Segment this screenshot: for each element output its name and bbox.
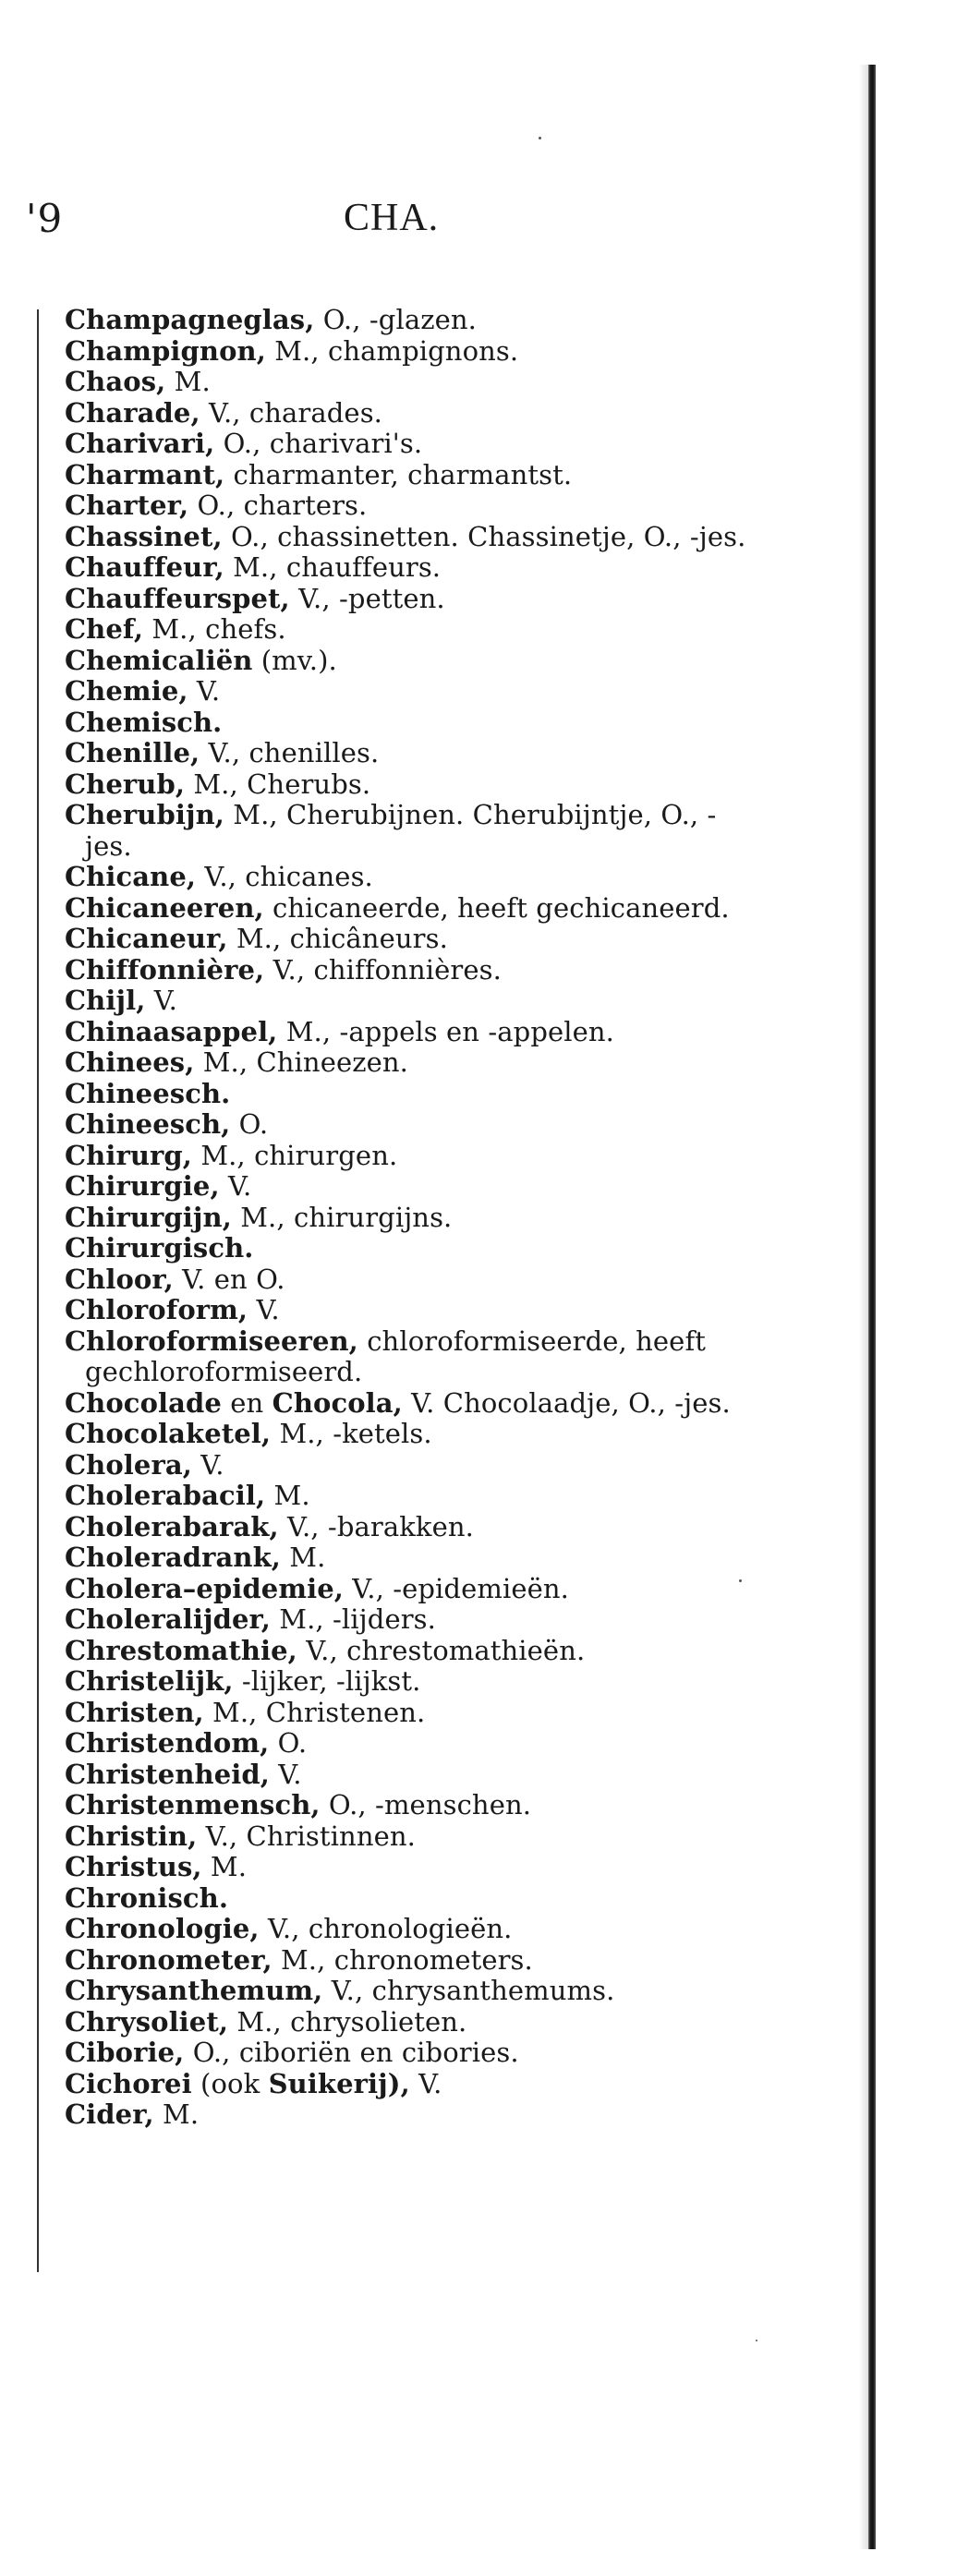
entry-definition: M. [280,1542,326,1573]
entry-headword: Chemie, [65,675,188,707]
dictionary-entry [65,1945,748,1977]
dictionary-entry [65,398,748,429]
dictionary-entry [65,305,748,336]
entry-headword: Christenmensch, [65,1789,321,1820]
entry-headword: Chloroformiseeren, [65,1324,358,1357]
entry-definition-secondary: V. [409,2067,442,2099]
entry-definition: V., Christinnen. [197,1820,416,1852]
entry-headword: Champignon, [65,334,266,367]
dictionary-entry [65,1728,748,1760]
entry-definition: M. [265,1480,310,1511]
dictionary-entry [65,367,748,398]
dictionary-entry [65,1542,748,1574]
entry-definition: V., chrysanthemums. [322,1975,615,2006]
entry-headword: Chronometer, [65,1943,273,1976]
entry-headword: Cherub, [65,768,186,800]
dictionary-entry [65,1604,748,1636]
entry-headword: Cholerabacil, [65,1480,266,1511]
dictionary-entry [65,1666,748,1698]
dictionary-entry [65,1760,748,1791]
entry-definition: M., chefs. [143,613,286,645]
entry-headword: Chloroform, [65,1294,248,1325]
entry-definition: O., -menschen. [320,1789,532,1820]
entry-headword: Chirurgijn, [65,1201,232,1233]
entry-definition: O., ciboriën en cibories. [184,2037,519,2068]
entry-headword: Chirurgie, [65,1170,220,1202]
entry-definition: V., -petten. [289,582,445,614]
entry-headword: Chirurg, [65,1139,192,1171]
entry-headword: Cherubijn, [65,799,224,830]
entry-headword: Charter, [65,490,189,521]
entry-headword: Champagneglas, [65,304,315,335]
entry-definition: V., -barakken. [278,1510,474,1542]
dictionary-entry [65,2038,748,2069]
entry-definition: V., chrestomathieën. [297,1634,586,1666]
dictionary-entry [65,986,748,1017]
entry-definition: (mv.). [252,644,337,676]
dictionary-entry [65,1264,748,1296]
page-number: '9 [26,196,64,241]
dictionary-entry [65,336,748,368]
binding-edge [868,65,876,2549]
dictionary-entry [65,1419,748,1450]
dictionary-entry [65,924,748,955]
entry-definition: M., chauffeurs. [224,551,442,583]
entry-definition: M., Cherubs. [185,768,371,800]
entry-definition: M., Chineezen. [194,1046,408,1078]
paper-speck [539,137,541,139]
entry-headword: Chineesch. [65,1077,231,1109]
dictionary-entry [65,522,748,553]
entry-definition: (ook [191,2067,269,2099]
dictionary-entries [65,305,748,2131]
dictionary-entry [65,1017,748,1048]
paper-speck [739,1579,742,1582]
dictionary-entry [65,800,748,862]
entry-headword: Chloor, [65,1263,174,1295]
entry-definition: V., chicanes. [196,861,373,892]
entry-headword: Chrestomathie, [65,1634,297,1666]
entry-headword: Chinaasappel, [65,1015,278,1047]
entry-definition: M., chirurgijns. [231,1201,453,1233]
dictionary-entry [65,460,748,491]
entry-headword: Christendom, [65,1727,270,1759]
entry-definition: O., charters. [188,490,368,521]
entry-headword: Christen, [65,1696,204,1728]
entry-definition: charmanter, charmantst. [224,458,573,490]
dictionary-entry [65,1203,748,1234]
dictionary-entry [65,1790,748,1821]
dictionary-entry [65,2069,748,2100]
entry-headword: Chirurgisch. [65,1232,254,1264]
dictionary-entry [65,614,748,646]
entry-headword: Cholera–epidemie, [65,1572,344,1604]
dictionary-entry [65,1698,748,1729]
entry-headword: Chocolaketel, [65,1418,272,1449]
entry-headword: Chijl, [65,985,146,1016]
entry-headword: Chemicaliën [65,644,253,676]
entry-definition: M., chicâneurs. [227,923,448,954]
entry-definition: V. [145,985,178,1016]
dictionary-entry [65,1326,748,1388]
entry-headword: Chicaneur, [65,923,228,954]
entry-headword: Chaos, [65,366,166,397]
entry-headword: Chicane, [65,861,197,892]
entry-definition: M., Cherubijnen. Cherubijntje, O., -jes. [85,799,717,862]
entry-definition: M. [165,366,211,397]
dictionary-entry [65,584,748,615]
running-head: CHA. [344,197,440,239]
dictionary-entry [65,738,748,769]
entry-definition: chicaneerde, heeft gechicaneerd. [263,891,730,924]
entry-definition: M. [153,2098,200,2130]
paper-speck [756,2340,757,2341]
dictionary-entry [65,676,748,707]
entry-headword: Chronisch. [65,1881,229,1914]
entry-definition: V., chiffonnières. [264,953,502,986]
dictionary-entry [65,1047,748,1079]
entry-headword: Chef, [65,613,144,645]
entry-headword-secondary: Suikerij), [268,2067,410,2099]
entry-definition: O. [269,1727,308,1759]
dictionary-entry [65,646,748,677]
entry-definition: O., charivari's. [214,428,423,459]
entry-definition: M., champignons. [265,334,519,367]
dictionary-entry [65,1636,748,1667]
entry-definition: V. [219,1170,252,1202]
entry-definition: en [221,1386,273,1419]
binding-shadow [859,65,868,2549]
dictionary-entry [65,955,748,986]
entry-definition: V. en O. [173,1263,285,1295]
entry-definition: V. [188,675,221,707]
dictionary-entry [65,1883,748,1915]
dictionary-entry [65,1914,748,1945]
entry-definition: V., charades. [200,396,382,429]
entry-headword-secondary: Chocola, [272,1386,403,1419]
entry-definition: M., chirurgen. [192,1139,398,1171]
entry-headword: Choleradrank, [65,1542,281,1573]
dictionary-entry [65,1233,748,1264]
entry-headword: Chocolade [65,1386,222,1419]
entry-headword: Charade, [65,396,200,429]
entry-headword: Ciborie, [65,2037,185,2068]
entry-definition: M., Christenen. [203,1696,426,1728]
entry-definition: O., chassinetten. Chassinetje, O., -jes. [222,520,746,552]
entry-definition: M., chrysolieten. [228,2005,467,2038]
entry-headword: Cholera, [65,1448,192,1481]
dictionary-entry [65,769,748,801]
dictionary-entry [65,490,748,522]
dictionary-entry [65,1171,748,1203]
entry-headword: Chineesch, [65,1108,231,1140]
entry-definition: O. [230,1108,269,1140]
entry-definition: V., chronologieën. [259,1913,513,1944]
dictionary-entry [65,1821,748,1853]
dictionary-entry [65,1295,748,1326]
entry-headword: Christin, [65,1820,198,1852]
entry-definition: M., -ketels. [271,1418,432,1449]
entry-headword: Chemisch. [65,706,223,738]
entry-headword: Chauffeurspet, [65,582,290,614]
entry-headword: Chiffonnière, [65,953,265,986]
entry-headword: Charmant, [65,458,225,490]
entry-headword: Chicaneeren, [65,891,264,924]
entry-definition: V. [191,1448,224,1481]
entry-headword: Charivari, [65,428,215,459]
dictionary-entry [65,1481,748,1512]
entry-headword: Christus, [65,1851,202,1882]
dictionary-entry [65,862,748,893]
dictionary-entry [65,1388,748,1420]
entry-headword: Chronologie, [65,1913,260,1944]
dictionary-entry [65,1079,748,1110]
entry-definition: M., chronometers. [272,1943,533,1976]
entry-definition: M. [201,1851,248,1882]
entry-headword: Choleralijder, [65,1603,271,1635]
dictionary-entry [65,1141,748,1172]
entry-definition-secondary: V. Chocolaadje, O., -jes. [402,1386,731,1419]
dictionary-entry [65,552,748,584]
margin-rule [37,309,39,2272]
entry-definition: M., -appels en -appelen. [277,1015,614,1047]
dictionary-entry [65,1512,748,1543]
entry-headword: Chenille, [65,737,200,768]
entry-definition: V., chenilles. [200,737,380,768]
entry-definition: M., -lijders. [270,1603,436,1635]
entry-headword: Chauffeur, [65,551,224,583]
dictionary-entry [65,429,748,460]
entry-headword: Chrysanthemum, [65,1975,323,2006]
entry-definition: V., -epidemieën. [343,1572,569,1604]
dictionary-entry [65,1976,748,2007]
entry-headword: Cider, [65,2098,154,2130]
dictionary-entry [65,1109,748,1141]
entry-headword: Chrysoliet, [65,2005,229,2038]
entry-headword: Chinees, [65,1046,195,1078]
dictionary-entry [65,1574,748,1605]
entry-definition: V. [248,1294,280,1325]
entry-definition: V. [269,1758,302,1790]
dictionary-entry [65,2099,748,2131]
entry-headword: Cholerabarak, [65,1510,279,1542]
entry-headword: Chassinet, [65,520,223,552]
entry-headword: Cichorei [65,2067,192,2099]
entry-definition: chloroformiseerde, heeft gechloroformiseerd. [85,1324,707,1387]
entry-headword: Christelijk, [65,1665,234,1697]
dictionary-entry [65,893,748,925]
entry-headword: Christenheid, [65,1758,270,1790]
entry-definition: O., -glazen. [314,304,477,335]
dictionary-entry [65,2007,748,2038]
entry-definition: -lijker, -lijkst. [233,1665,421,1697]
dictionary-entry [65,707,748,739]
dictionary-entry [65,1852,748,1883]
dictionary-entry [65,1450,748,1482]
